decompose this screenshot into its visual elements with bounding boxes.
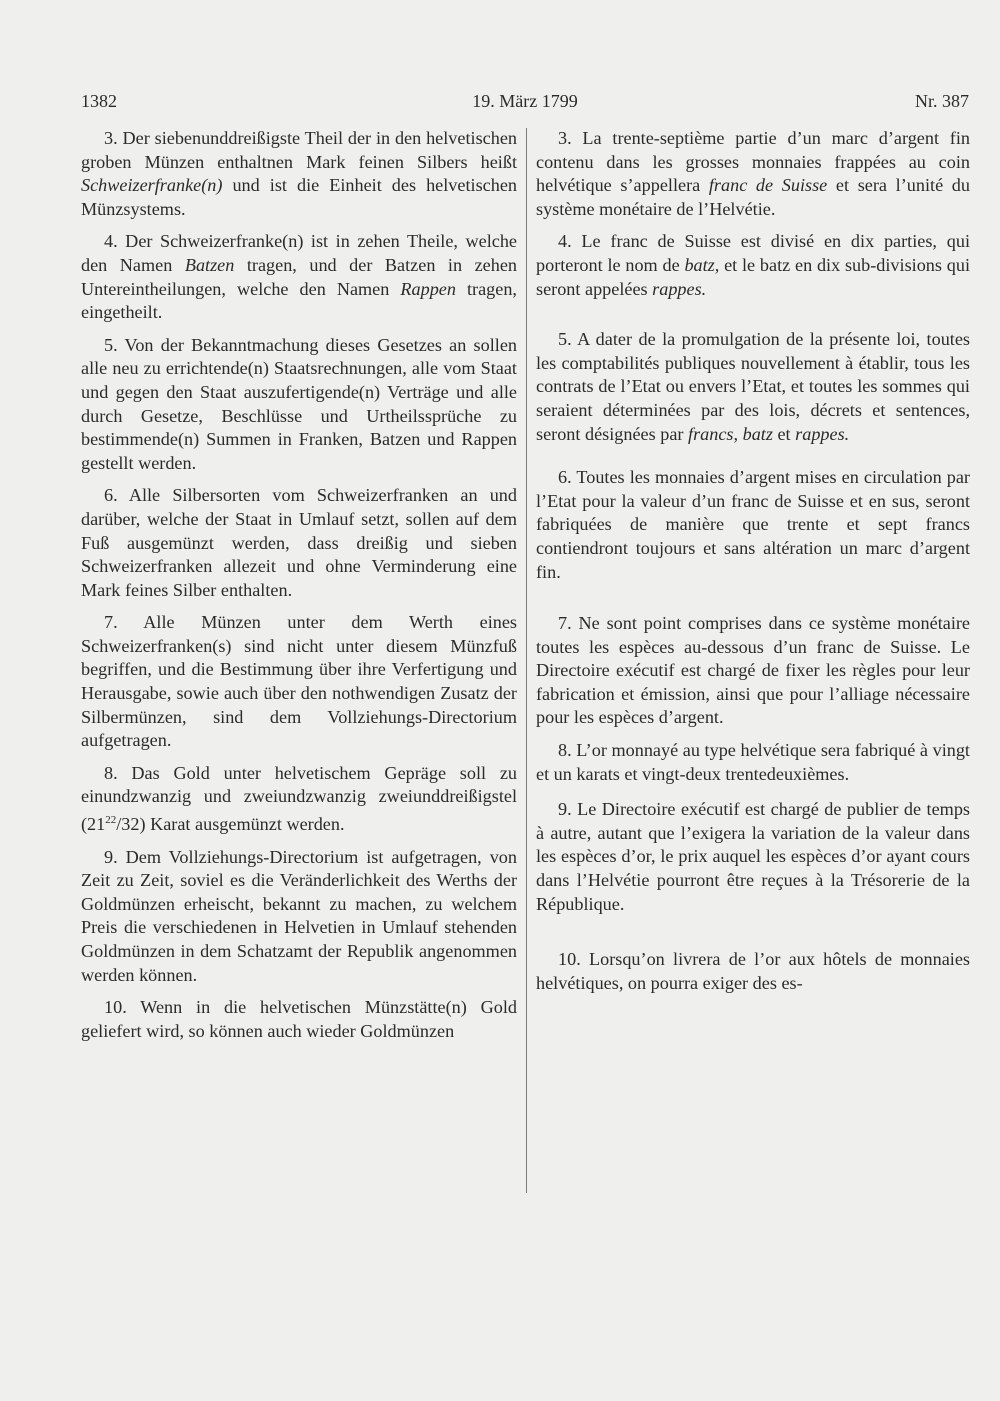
french-paragraph-9: 9. Le Directoire exécutif est chargé de publier de temps à autre, autant que l’exigera la variation de la valeur dans les espèces d’or, le prix auquel les espèces d’or ayant cours dans l’Helvétie pourront être reçues à la Trésorerie de la République. (536, 799, 970, 914)
german-paragraph-10: 10. Wenn in die helvetischen Münzstätte(n) Gold geliefert wird, so können auch wieder Goldmünzen (81, 997, 517, 1041)
document-number: Nr. 387 (915, 91, 969, 111)
french-paragraph-5: 5. A dater de la promulgation de la présente loi, toutes les comptabilités publiques nouvellement à établir, tous les contrats de l’Etat ou envers l’Etat, et toutes les sommes qui seraient déterminées par des lois, décrets et sentences, seront désignées par francs, batz et rappes. (536, 329, 970, 444)
german-paragraph-5: 5. Von der Bekanntmachung dieses Gesetzes an sollen alle neu zu errichtende(n) Staatsrechnungen, alle vom Staat und gegen den Staat auszufertigende(n) Verträge und alle durch Gesetze, Beschlüsse und Urtheilssprüche zu bestimmende(n) Summen in Franken, Batzen und Rappen gestellt werden. (81, 334, 517, 473)
german-paragraph-6: 6. Alle Silbersorten vom Schweizerfranken an und darüber, welche der Staat in Umlauf setzt, sollen auf dem Fuß ausgemünzt werden, dass dreißig und sieben Schweizerfranken allezeit und ohne Verminderung eine Mark feines Silber enthalten. (81, 485, 517, 600)
french-paragraph-7: 7. Ne sont point comprises dans ce système monétaire toutes les espèces au-dessous d’un franc de Suisse. Le Directoire exécutif est chargé de fixer les règles pour leur fabrication et émission, ainsi que pour l’alliage nécessaire pour les espèces d’argent. (536, 613, 970, 728)
page-header (81, 91, 969, 119)
french-paragraph-3: 3. La trente-septième partie d’un marc d’argent fin contenu dans les grosses monnaies frappées au coin helvétique s’appellera franc de Suisse et sera l’unité du système monétaire de l’Helvétie. (536, 128, 970, 219)
page-date: 19. März 1799 (472, 91, 578, 111)
page-number: 1382 (81, 91, 117, 111)
german-paragraph-8: 8. Das Gold unter helvetischem Gepräge soll zu einundzwanzig und zweiundzwanzig zweiunddreißigstel $(21^{22}/32)$ Karat ausgemünzt werden. (81, 762, 517, 835)
french-paragraph-6: 6. Toutes les monnaies d’argent mises en circulation par l’Etat pour la valeur d’un franc de Suisse et en sus, seront fabriquées de manière que trente et sept francs contiendront toujours et sans altération un marc d’argent fin. (536, 467, 970, 582)
french-paragraph-10: 10. Lorsqu’on livrera de l’or aux hôtels de monnaies helvétiques, on pourra exiger des es- (536, 949, 970, 993)
french-column (536, 127, 970, 1004)
german-paragraph-9: 9. Dem Vollziehungs-Directorium ist aufgetragen, von Zeit zu Zeit, soviel es die Veränderlichkeit des Werths der Goldmünzen erheischt, bekannt zu machen, zu welchem Preis die verschiedenen in Helvetien in Umlauf stehenden Goldmünzen in dem Schatzamt der Republik angenommen werden können. (81, 846, 517, 985)
french-paragraph-4: 4. Le franc de Suisse est divisé en dix parties, qui porteront le nom de batz, et le batz en dix sub-divisions qui seront appelées rappes. (536, 231, 971, 299)
column-divider (526, 128, 527, 1193)
german-paragraph-7: 7. Alle Münzen unter dem Werth eines Schweizerfranken(s) sind nicht unter diesem Münzfuß begriffen, und die Bestimmung über ihre Verfertigung und Herausgabe, sowie auch über den nothwendigen Zusatz der Silbermünzen, sind dem Vollziehungs-Directorium aufgetragen. (81, 612, 517, 751)
french-paragraph-8: 8. L’or monnayé au type helvétique sera fabriqué à vingt et un karats et vingt-deux trentedeuxièmes. (536, 740, 970, 784)
german-paragraph-3: 3. Der siebenunddreißigste Theil der in den helvetischen groben Münzen enthaltnen Mark feinen Silbers heißt Schweizerfranke(n) und ist die Einheit des helvetischen Münzsystems. (81, 128, 517, 219)
german-paragraph-4: 4. Der Schweizerfranke(n) ist in zehen Theile, welche den Namen Batzen tragen, und der Batzen in zehen Untereintheilungen, welche den Namen Rappen tragen, eingetheilt. (81, 231, 518, 323)
german-column (81, 127, 517, 1052)
